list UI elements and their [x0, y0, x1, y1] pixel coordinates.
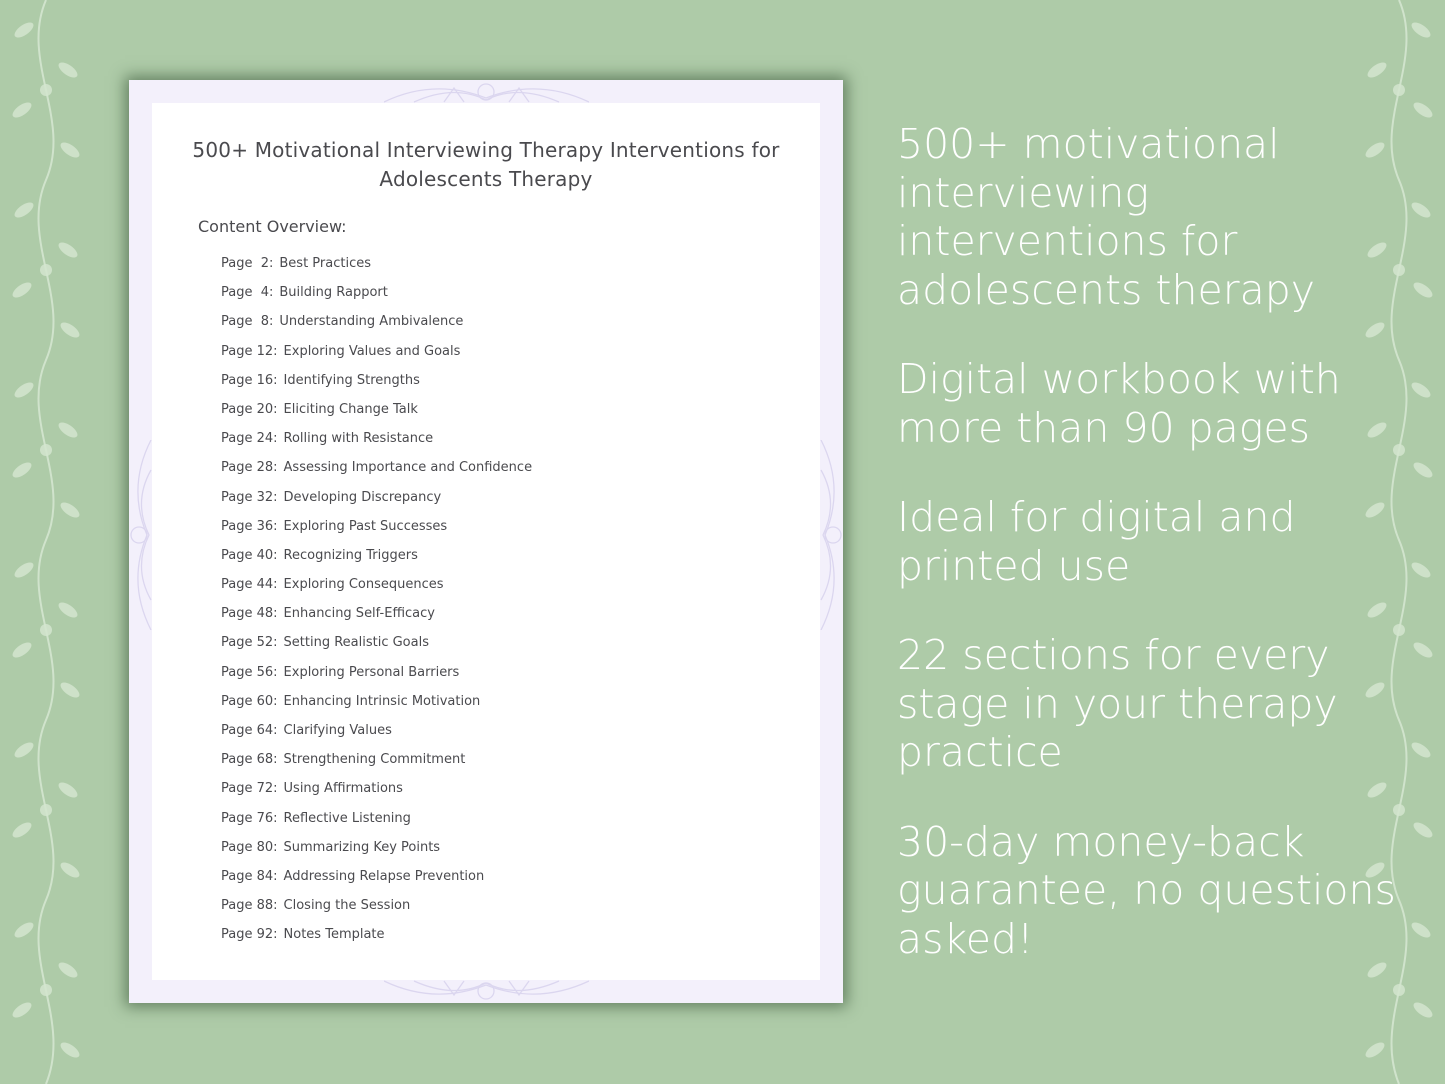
toc-page-number: Page 52: [221, 635, 278, 651]
toc-section-label: Exploring Personal Barriers [283, 664, 460, 680]
feature-list [897, 120, 1417, 1004]
floral-vine-left-icon [0, 0, 92, 1084]
document-title-line-1: 500+ Motivational Interviewing Therapy Interventions for [192, 138, 780, 162]
document-title [152, 136, 820, 194]
toc-entry [221, 399, 532, 428]
toc-entry [221, 457, 532, 486]
toc-entry [221, 253, 532, 282]
toc-page-number: Page 44: [221, 577, 278, 593]
document-title-line-2: Adolescents Therapy [379, 167, 593, 191]
toc-page-number: Page 48: [221, 606, 278, 622]
toc-section-label: Understanding Ambivalence [279, 314, 464, 330]
toc-entry [221, 924, 532, 953]
toc-section-label: Strengthening Commitment [283, 752, 466, 768]
toc-entry [221, 311, 532, 340]
toc-section-label: Exploring Consequences [283, 577, 444, 593]
toc-entry [221, 632, 532, 661]
feature-text: 500+ motivational interviewing interventions for adolescents therapy [897, 120, 1315, 314]
feature-text: 22 sections for every stage in your therapy practice [897, 631, 1338, 776]
toc-section-label: Using Affirmations [283, 781, 403, 797]
toc-section-label: Identifying Strengths [283, 372, 420, 388]
toc-page-number: Page 72: [221, 781, 278, 797]
toc-entry [221, 282, 532, 311]
toc-entry [221, 837, 532, 866]
toc-entry [221, 545, 532, 574]
toc-page-number: Page 88: [221, 898, 278, 914]
toc-page-number: Page 76: [221, 810, 278, 826]
toc-page-number: Page 32: [221, 489, 278, 505]
toc-entry [221, 866, 532, 895]
toc-section-label: Rolling with Resistance [283, 431, 434, 447]
toc-entry [221, 428, 532, 457]
toc-page-number: Page 8: [221, 314, 274, 330]
toc-entry [221, 720, 532, 749]
toc-entry [221, 808, 532, 837]
toc-section-label: Building Rapport [279, 285, 388, 301]
toc-page-number: Page 68: [221, 752, 278, 768]
toc-page-number: Page 84: [221, 868, 278, 884]
feature-text: Digital workbook with more than 90 pages [897, 355, 1341, 452]
page-content [152, 103, 820, 980]
toc-page-number: Page 4: [221, 285, 274, 301]
toc-page-number: Page 80: [221, 839, 278, 855]
toc-section-label: Developing Discrepancy [283, 489, 442, 505]
mandala-right-icon [819, 440, 845, 630]
toc-page-number: Page 40: [221, 547, 278, 563]
toc-page-number: Page 12: [221, 343, 278, 359]
toc-section-label: Enhancing Self-Efficacy [283, 606, 435, 622]
toc-section-label: Clarifying Values [283, 723, 392, 738]
toc-entry [221, 662, 532, 691]
toc-section-label: Recognizing Triggers [283, 547, 418, 563]
toc-page-number: Page 56: [221, 664, 278, 680]
toc-section-label: Addressing Relapse Prevention [283, 868, 485, 884]
toc-page-number: Page 24: [221, 431, 278, 447]
mandala-top-icon [384, 78, 589, 104]
toc-page-number: Page 60: [221, 693, 278, 709]
toc-section-label: Assessing Importance and Confidence [283, 460, 533, 476]
toc-section-label: Notes Template [283, 927, 385, 943]
toc-entry [221, 603, 532, 632]
toc-entry [221, 341, 532, 370]
toc-entry [221, 487, 532, 516]
toc-entry [221, 691, 532, 720]
toc-page-number: Page 36: [221, 518, 278, 534]
toc-page-number: Page 16: [221, 372, 278, 388]
toc-section-label: Best Practices [279, 256, 372, 271]
toc-section-label: Closing the Session [283, 898, 411, 914]
toc-page-number: Page 28: [221, 460, 278, 476]
toc-entry [221, 370, 532, 399]
toc-section-label: Eliciting Change Talk [283, 401, 418, 417]
toc-entry [221, 749, 532, 778]
feature-text: 30-day money-back guarantee, no questions asked! [897, 817, 1396, 963]
toc-section-label: Enhancing Intrinsic Motivation [283, 693, 481, 709]
content-overview-heading: Content Overview: [198, 217, 347, 236]
toc-entry [221, 574, 532, 603]
toc-section-label: Setting Realistic Goals [283, 635, 429, 651]
toc-entry [221, 895, 532, 924]
toc-section-label: Summarizing Key Points [283, 839, 441, 855]
toc-page-number: Page 64: [221, 723, 278, 738]
table-of-contents [221, 253, 532, 954]
toc-section-label: Exploring Values and Goals [283, 343, 461, 359]
toc-page-number: Page 2: [221, 256, 274, 271]
workbook-page-preview [129, 80, 843, 1003]
toc-section-label: Exploring Past Successes [283, 518, 448, 534]
toc-page-number: Page 20: [221, 401, 278, 417]
toc-entry [221, 516, 532, 545]
toc-page-number: Page 92: [221, 927, 278, 943]
toc-entry [221, 778, 532, 807]
feature-text: Ideal for digital and printed use [897, 493, 1296, 590]
toc-section-label: Reflective Listening [283, 810, 411, 826]
mandala-left-icon [127, 440, 153, 630]
mandala-bottom-icon [384, 979, 589, 1005]
